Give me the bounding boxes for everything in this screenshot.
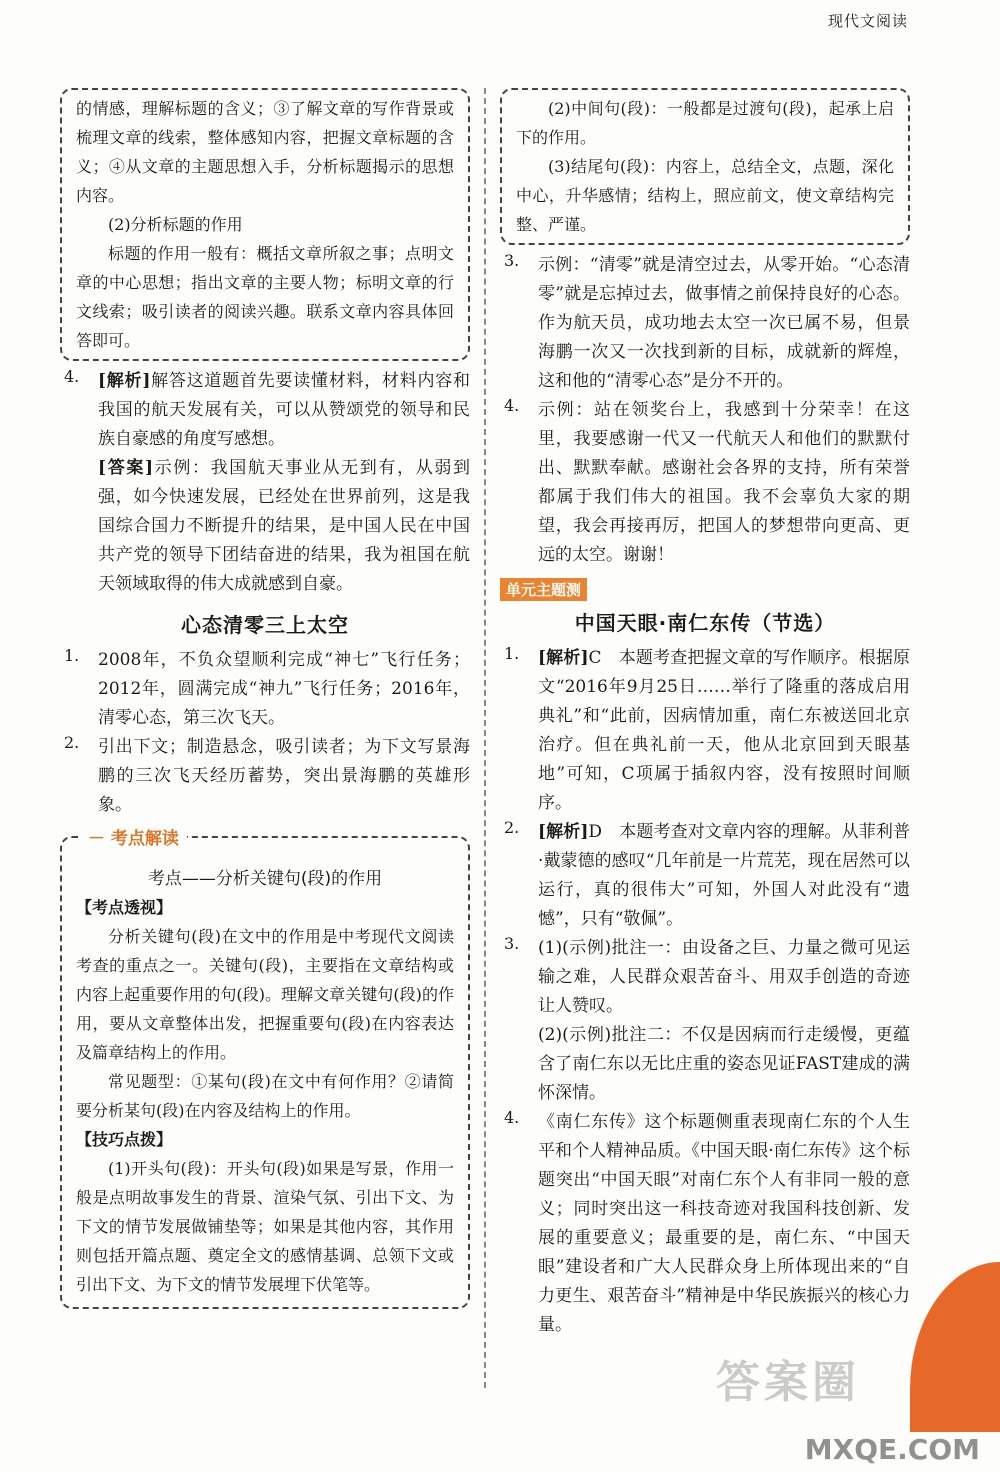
analysis-tag: [解析] [538,822,589,842]
key-point-paragraph: 常见题型：①某句(段)在文中有何作用？②请简要分析某句(段)在内容及结构上的作用。 [76,1072,454,1120]
box-subheading: (2)分析标题的作用 [108,215,243,234]
answer-1 [60,646,470,733]
right-column [500,88,910,1340]
box-paragraph: (2)中间句(段)：一般都是过渡句(段)，起承上启下的作用。 [516,99,894,147]
analysis-tag: [解析] [538,648,589,668]
key-point-paragraph: 分析关键句(段)在文中的作用是中考现代文阅读考查的重点之一。关键句(段)，主要指在文章结构或内容上起重要作用的句(段)。理解文章关键句(段)的作用，要从文章整体出发，把握重要句(段)在内容表达及篇章结构上的作用。 [76,927,454,1062]
question-number: 2. [504,818,520,837]
answer-text: 2008年，不负众望顺利完成“神七”飞行任务；2012年，圆满完成“神九”飞行任务；2016年，清零心态，第三次飞天。 [98,650,470,728]
analysis-text: D 本题考查对文章内容的理解。从菲利普·戴蒙德的感叹“几年前是一片荒芜，现在居然可以运行，真的很伟大”可知，外国人对此没有“遗憾”，只有“敬佩”。 [538,822,910,929]
answer-4 [500,1108,910,1340]
unit-test-tag: 单元主题测 [500,578,587,601]
page-corner [910,1262,1000,1432]
question-number: 4. [64,367,80,386]
key-point-box [60,829,470,1309]
question-number: 3. [504,251,520,270]
key-point-paragraph: (1)开头句(段)：开头句(段)如果是写景，作用一般是点明故事发生的背景、渲染气氛、引出下文、为下文的情节发展做铺垫等；如果是其他内容，其作用则包括开篇点题、奠定全文的感情基调、总领下文或引出下文、为下文的情节发展埋下伏笔等。 [76,1159,454,1294]
answer-text: (1)(示例)批注一：由设备之巨、力量之微可见运输之难，人民群众艰苦奋斗、用双手创造的奇迹让人赞叹。 [538,938,910,1016]
watermark-logo: 答案圈 [716,1357,860,1408]
question-number: 1. [64,646,80,665]
answer-text: 《南仁东传》这个标题侧重表现南仁东的个人生平和个人精神品质。《中国天眼·南仁东传》这个标题突出“中国天眼”对南仁东个人有非同一般的意义；同时突出这一科技奇迹对我国科技创新、发展的重要意义；最重要的是，南仁东、“中国天眼”建设者和广大人民群众身上所体现出来的“自力更生、艰苦奋斗”精神是中华民族振兴的核心力量。 [538,1112,910,1335]
answer-tag: [答案] [98,458,154,478]
key-point-subheading: 【技巧点拨】 [76,1130,173,1149]
box-paragraph: 标题的作用一般有：概括文章所叙之事；点明文章的中心思想；指出文章的主要人物；标明文章的行文线索；吸引读者的阅读兴趣。联系文章内容具体回答即可。 [76,244,454,350]
running-header: 现代文阅读 [827,12,908,30]
key-point-subheading: 【考点透视】 [76,898,173,917]
answer-text: 示例：站在领奖台上，我感到十分荣幸！在这里，我要感谢一代又一代航天人和他们的默默付出、默默奉献。感谢社会各界的支持，所有荣誉都属于我们伟大的祖国。我不会辜负大家的期望，我会再接再厉，把国人的梦想带向更高、更远的太空。谢谢！ [538,400,910,565]
question-number: 1. [504,644,520,663]
question-number: 2. [64,733,80,752]
section-title: 中国天眼·南仁东传（节选） [574,611,836,635]
question-number: 4. [504,1108,520,1127]
question-4 [60,367,470,599]
answer-text: 引出下文；制造悬念，吸引读者；为下文写景海鹏的三次飞天经历蓄势，突出景海鹏的英雄形象。 [98,737,470,815]
box-paragraph: 的情感，理解标题的含义；③了解文章的写作背景或梳理文章的线索，整体感知内容，把握文章标题的含义；④从文章的主题思想入手，分析标题揭示的思想内容。 [76,99,454,205]
analysis-tag: [解析] [98,371,151,391]
watermark-url: MXQE.COM [804,1433,980,1466]
answer-1 [500,644,910,818]
page-number: 89 [934,1268,955,1287]
analysis-text: C 本题考查把握文章的写作顺序。根据原文“2016年9月25日……举行了隆重的落成启用典礼”和“此前，因病情加重，南仁东被送回北京治疗。但在典礼前一天，他从北京回到天眼基地”可知，C项属于插叙内容，没有按照时间顺序。 [538,648,910,813]
left-column [60,88,470,1309]
answer-text: 示例：“清零”就是清空过去，从零开始。“心态清零”就是忘掉过去，做事情之前保持良好的心态。作为航天员，成功地去太空一次已属不易，但景海鹏一次又一次找到新的目标，成就新的辉煌，这和他的“清零心态”是分不开的。 [538,255,910,391]
box-paragraph: (3)结尾句(段)：内容上，总结全文，点题，深化中心，升华感情；结构上，照应前文，使文章结构完整、严谨。 [516,157,894,234]
answer-text: (2)(示例)批注二：不仅是因病而行走缓慢，更蕴含了南仁东以无比庄重的姿态见证FAST建成的满怀深情。 [538,1025,910,1103]
key-point-label: － 考点解读 [80,824,187,849]
answer-2 [500,818,910,934]
method-box [60,88,470,361]
analysis-text: 解答这道题首先要读懂材料，材料内容和我国的航天发展有关，可以从赞颂党的领导和民族自豪感的角度写感想。 [98,371,470,449]
section-title: 心态清零三上太空 [181,613,349,637]
answer-3 [500,934,910,1108]
question-number: 3. [504,934,520,953]
question-number: 4. [504,396,520,415]
method-box-continued [500,88,910,245]
column-divider [484,88,486,1388]
answer-3 [500,251,910,396]
answer-4 [500,396,910,570]
answer-text: 示例：我国航天事业从无到有，从弱到强，如今快速发展，已经处在世界前列，这是我国综合国力不断提升的结果，是中国人民在中国共产党的领导下团结奋进的结果，我为祖国在航天领域取得的伟大成就感到自豪。 [98,458,471,594]
answer-2 [60,733,470,820]
key-point-title: 考点——分析关键句(段)的作用 [147,869,383,889]
